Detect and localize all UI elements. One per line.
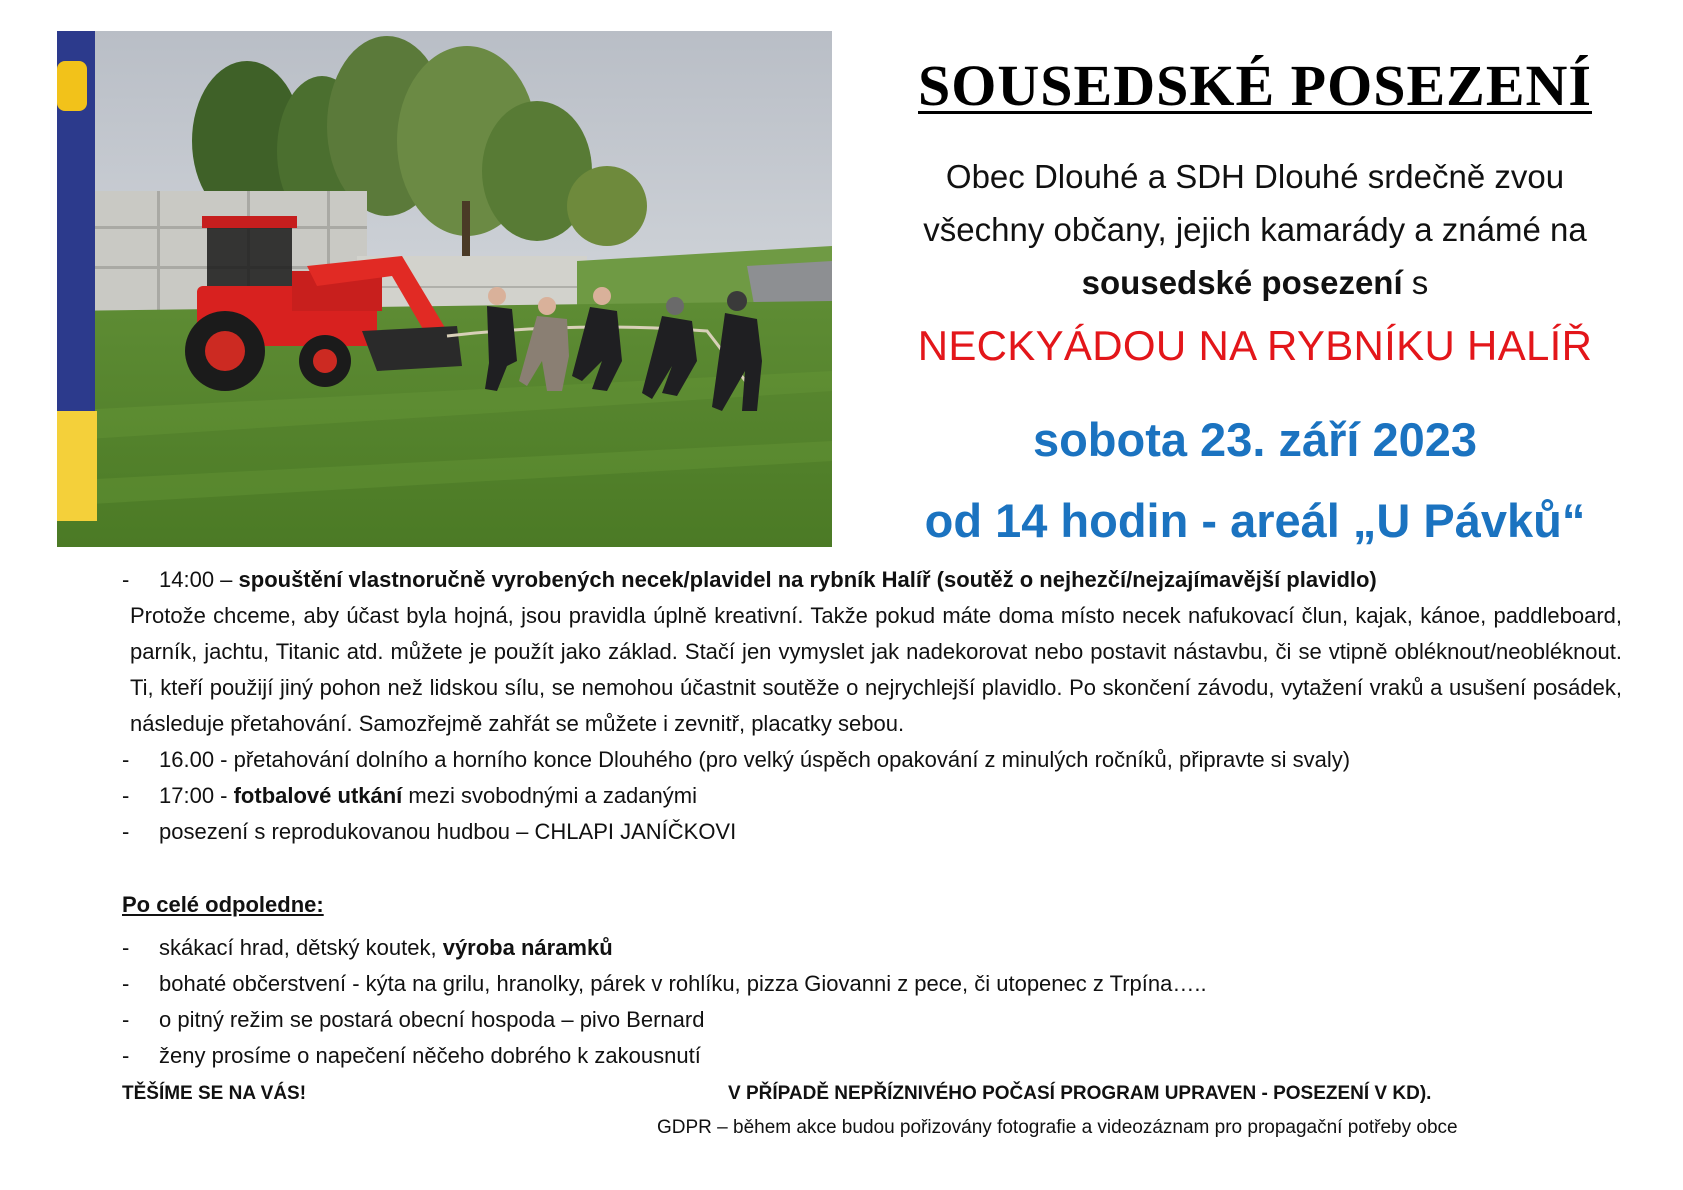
invitation-text [850, 150, 1660, 309]
event-name: NECKYÁDOU NA RYBNÍKU HALÍŘ [917, 322, 1593, 369]
allday-item-4 [122, 1038, 1207, 1074]
list-dash: - [122, 1007, 130, 1032]
program-item-3-time: 17:00 - [159, 783, 234, 808]
program-item-1-time: 14:00 – [159, 567, 239, 592]
list-dash: - [122, 935, 130, 960]
program-item-3-bold: fotbalové utkání [233, 783, 403, 808]
allday-item-1-text: skákací hrad, dětský koutek, [159, 935, 443, 960]
footer-greeting: TĚŠÍME SE NA VÁS! [122, 1083, 307, 1104]
event-date: sobota 23. září 2023 [1032, 413, 1478, 466]
list-dash: - [122, 567, 130, 592]
program-list [122, 562, 1622, 850]
allday-item-3-text: o pitný režim se postará obecní hospoda – pivo Bernard [159, 1007, 705, 1032]
footer-weather-note: V PŘÍPADĚ NEPŘÍZNIVÉHO POČASÍ PROGRAM UPRAVEN - POSEZENÍ V KD). [728, 1083, 1432, 1104]
program-item-3 [122, 778, 1622, 814]
list-dash: - [122, 971, 130, 996]
allday-item-1-bold: výroba náramků [442, 935, 613, 960]
invite-bold: sousedské posezení [1081, 264, 1403, 301]
list-dash: - [122, 747, 130, 772]
program-item-2-text: 16.00 - přetahování dolního a horního konce Dlouhého (pro velký úspěch opakování z minulých ročníků, připravte si svaly) [159, 747, 1351, 772]
event-photo [57, 31, 832, 547]
invite-line-1: Obec Dlouhé a SDH Dlouhé srdečně zvou [945, 158, 1565, 195]
tug-of-war-photo [57, 31, 832, 547]
inflatable-castle [57, 31, 97, 521]
allday-item-1 [122, 930, 1207, 966]
allday-item-4-text: ženy prosíme o napečení něčeho dobrého k zakousnutí [159, 1043, 701, 1068]
event-time-place: od 14 hodin - areál „U Pávků“ [924, 494, 1586, 547]
program-item-2 [122, 742, 1622, 778]
allday-item-2 [122, 966, 1207, 1002]
program-item-3-rest: mezi svobodnými a zadanými [402, 783, 697, 808]
program-item-1 [122, 562, 1622, 598]
program-item-1-title: spouštění vlastnoručně vyrobených necek/plavidel na rybník Halíř (soutěž o nejhezčí/nejzajímavější plavidlo) [238, 567, 1377, 592]
list-dash: - [122, 783, 130, 808]
allday-heading: Po celé odpoledne: [122, 892, 324, 917]
page-title: SOUSEDSKÉ POSEZENÍ [918, 53, 1592, 118]
allday-item-3 [122, 1002, 1207, 1038]
program-item-1-description: Protože chceme, aby účast byla hojná, jsou pravidla úplně kreativní. Takže pokud máte doma místo necek nafukovací člun, kajak, kánoe, paddleboard, parník, jachtu, Titanic atd. můžete je použít jako základ. Stačí jen vymyslet jak nadekorovat nebo postavit nástavbu, či se vtipně obléknout/neobléknout. Ti, kteří použijí jiný pohon než lidskou sílu, se nemohou účastnit soutěže o nejrychlejší plavidlo. Po skončení závodu, vytažení vraků a usušení posádek, následuje přetahování. Samozřejmě zahřát se můžete i zevnitř, placatky sebou. [130, 603, 1622, 736]
list-dash: - [122, 1043, 130, 1068]
invite-line-2: všechny občany, jejich kamarády a známé na [923, 211, 1587, 248]
allday-item-2-text: bohaté občerstvení - kýta na grilu, hranolky, párek v rohlíku, pizza Giovanni z pece, či utopenec z Trpína….. [159, 971, 1207, 996]
program-item-4 [122, 814, 1622, 850]
list-dash: - [122, 819, 130, 844]
invite-suffix: s [1402, 264, 1429, 301]
invite-line-3 [850, 256, 1660, 309]
allday-list [122, 930, 1207, 1074]
gdpr-notice: GDPR – během akce budou pořizovány fotografie a videozáznam pro propagační potřeby obce [657, 1117, 1458, 1138]
program-item-4-text: posezení s reprodukovanou hudbou – CHLAPI JANÍČKOVI [159, 819, 737, 844]
